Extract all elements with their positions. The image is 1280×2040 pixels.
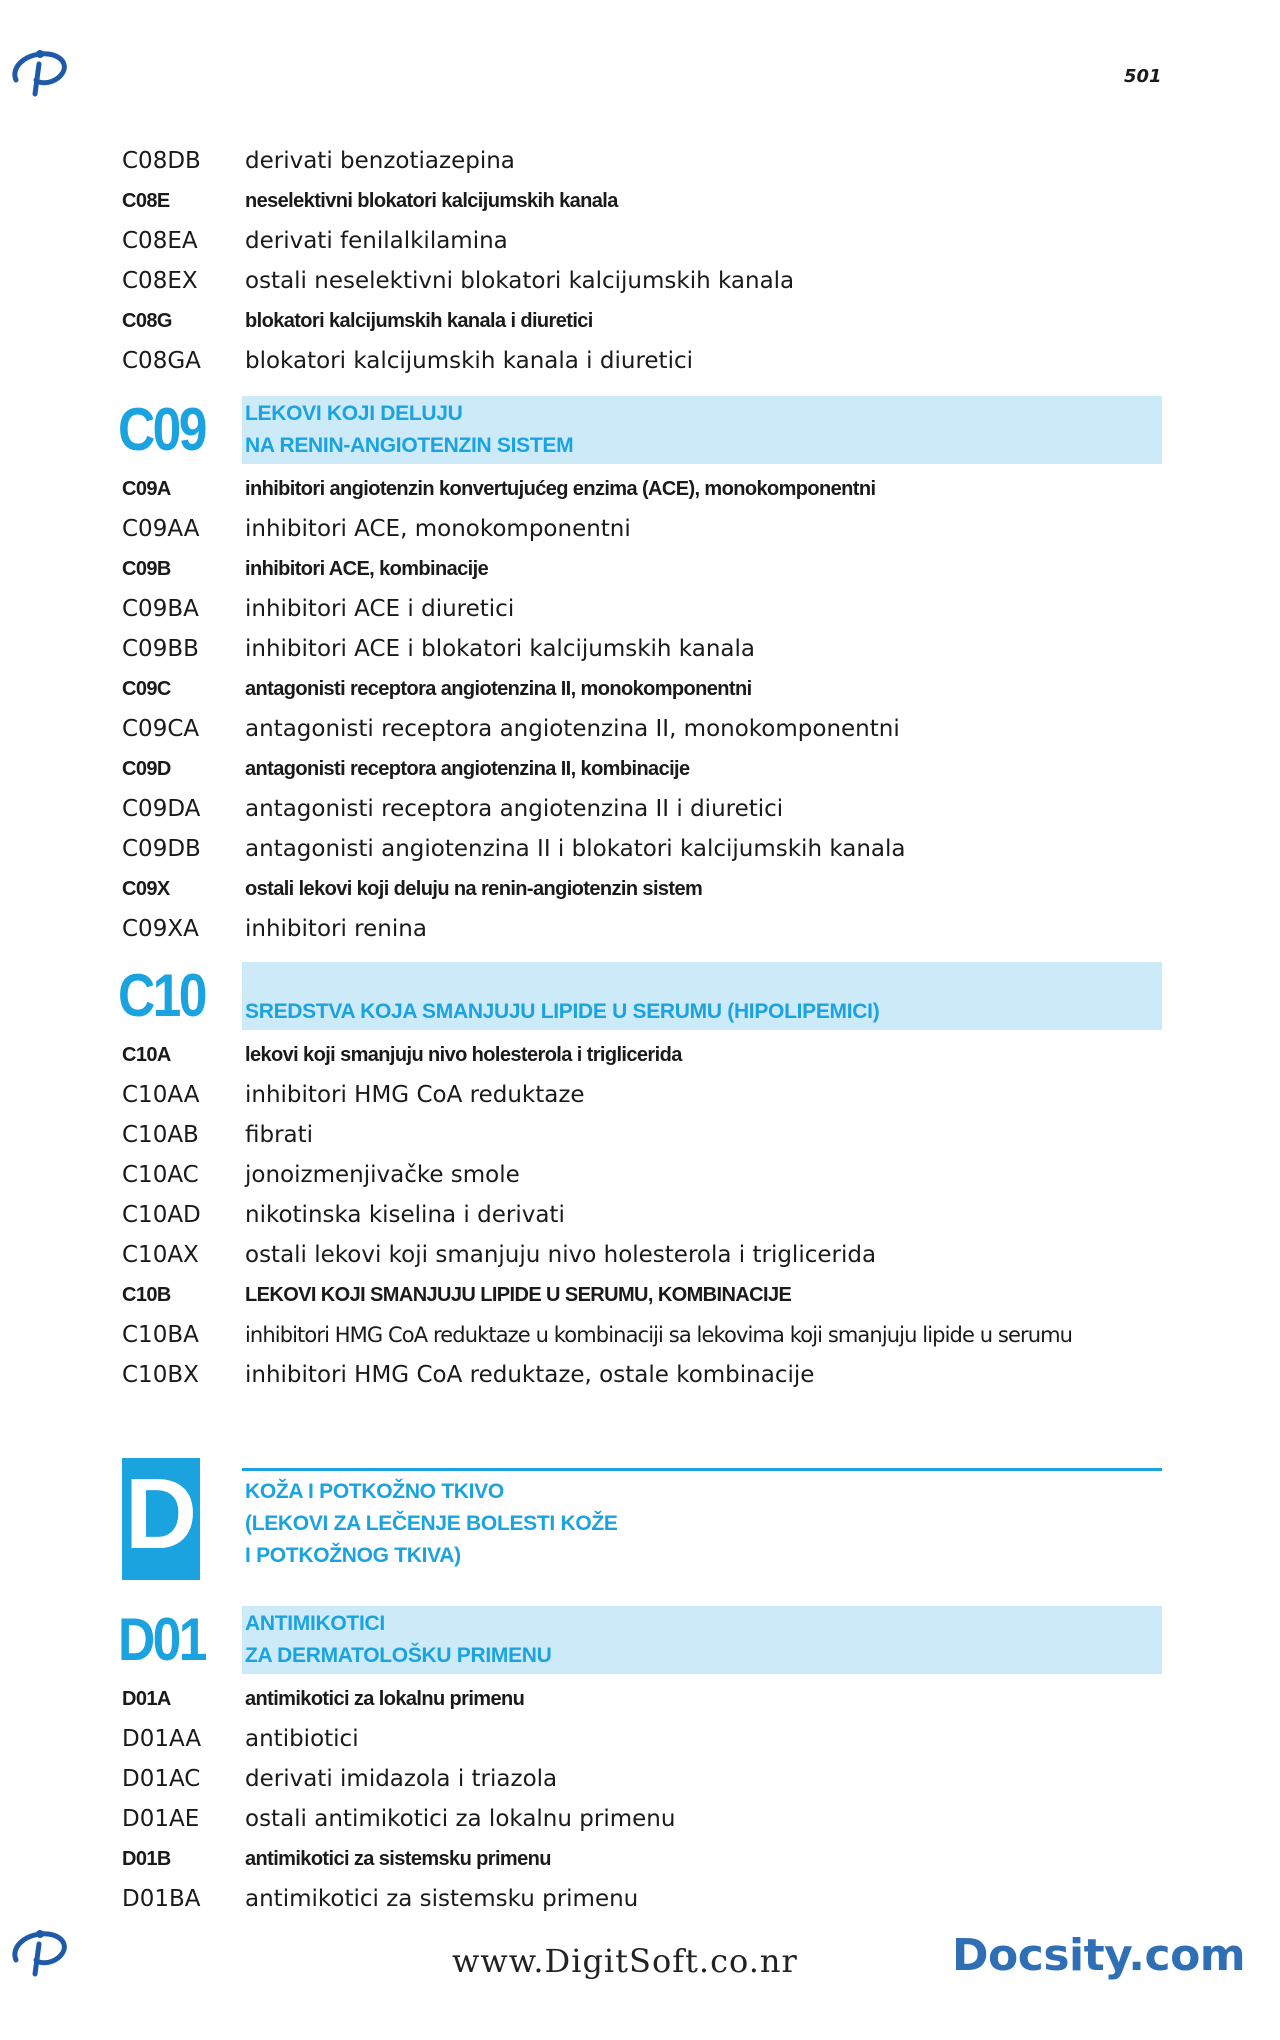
atc-description: antibiotici xyxy=(245,1726,359,1752)
atc-description: inhibitori ACE i diuretici xyxy=(245,596,515,622)
section-title-line: ANTIMIKOTICI xyxy=(245,1612,385,1635)
atc-code: C10AX xyxy=(122,1242,199,1268)
atc-code: D01AC xyxy=(122,1766,201,1792)
atc-description: derivati fenilalkilamina xyxy=(245,228,508,254)
atc-code: C10AB xyxy=(122,1122,199,1148)
atc-description: antagonisti receptora angiotenzina II i diuretici xyxy=(245,796,784,822)
section-code: C10 xyxy=(118,962,205,1029)
atc-row xyxy=(0,710,1280,750)
atc-code: C09A xyxy=(122,478,171,500)
atc-row xyxy=(0,550,1280,590)
atc-description: antagonisti angiotenzina II i blokatori kalcijumskih kanala xyxy=(245,836,906,862)
atc-description: inhibitori HMG CoA reduktaze xyxy=(245,1082,585,1108)
chapter-title-line: I POTKOŽNOG TKIVA) xyxy=(245,1544,461,1567)
atc-description: inhibitori ACE i blokatori kalcijumskih kanala xyxy=(245,636,755,662)
atc-row xyxy=(0,1880,1280,1920)
atc-code: C08EX xyxy=(122,268,198,294)
atc-row xyxy=(0,910,1280,950)
atc-description: derivati benzotiazepina xyxy=(245,148,515,174)
atc-row xyxy=(0,510,1280,550)
chapter-letter-box xyxy=(122,1458,200,1580)
atc-row xyxy=(0,1276,1280,1316)
atc-row xyxy=(0,1356,1280,1396)
atc-row xyxy=(0,830,1280,870)
atc-code: C10A xyxy=(122,1044,171,1066)
atc-code: C09DB xyxy=(122,836,201,862)
atc-row xyxy=(0,342,1280,382)
atc-code: C09DA xyxy=(122,796,201,822)
atc-description: ostali lekovi koji smanjuju nivo holesterola i triglicerida xyxy=(245,1242,877,1268)
atc-code: C08EA xyxy=(122,228,198,254)
atc-row xyxy=(0,1800,1280,1840)
atc-code: C09B xyxy=(122,558,171,580)
atc-code: C10AD xyxy=(122,1202,201,1228)
atc-description: nikotinska kiselina i derivati xyxy=(245,1202,565,1228)
chapter-heading-d xyxy=(0,1458,1280,1588)
atc-row xyxy=(0,1316,1280,1356)
atc-description: antimikotici za sistemsku primenu xyxy=(245,1848,551,1870)
atc-code: C09CA xyxy=(122,716,200,742)
atc-description: antagonisti receptora angiotenzina II, kombinacije xyxy=(245,758,690,780)
chapter-title-line: (LEKOVI ZA LEČENJE BOLESTI KOŽE xyxy=(245,1512,618,1535)
atc-description: antagonisti receptora angiotenzina II, monokomponentni xyxy=(245,678,752,700)
atc-description: blokatori kalcijumskih kanala i diuretici xyxy=(245,348,693,374)
atc-description: inhibitori ACE, kombinacije xyxy=(245,558,489,580)
atc-description: inhibitori HMG CoA reduktaze, ostale kombinacije xyxy=(245,1362,815,1388)
atc-row xyxy=(0,630,1280,670)
publisher-logo-icon xyxy=(6,1924,76,1978)
atc-description: lekovi koji smanjuju nivo holesterola i triglicerida xyxy=(245,1044,682,1066)
atc-row xyxy=(0,142,1280,182)
atc-description: ostali antimikotici za lokalnu primenu xyxy=(245,1806,676,1832)
atc-row xyxy=(0,1840,1280,1880)
atc-code: D01AE xyxy=(122,1806,200,1832)
atc-description: inhibitori angiotenzin konvertujućeg enzima (ACE), monokomponentni xyxy=(245,478,876,500)
atc-row xyxy=(0,1076,1280,1116)
atc-code: C09BB xyxy=(122,636,199,662)
atc-row xyxy=(0,670,1280,710)
chapter-title-line: KOŽA I POTKOŽNO TKIVO xyxy=(245,1480,504,1503)
atc-code: C09D xyxy=(122,758,171,780)
atc-code: C10B xyxy=(122,1284,171,1306)
atc-row xyxy=(0,470,1280,510)
atc-code: C09X xyxy=(122,878,170,900)
section-title-line: NA RENIN-ANGIOTENZIN SISTEM xyxy=(245,434,574,457)
section-heading-c09 xyxy=(0,396,1280,468)
atc-description: antimikotici za lokalnu primenu xyxy=(245,1688,525,1710)
atc-row xyxy=(0,1720,1280,1760)
atc-row xyxy=(0,1680,1280,1720)
atc-code: D01BA xyxy=(122,1886,201,1912)
atc-row xyxy=(0,222,1280,262)
atc-description: neselektivni blokatori kalcijumskih kanala xyxy=(245,190,618,212)
atc-row xyxy=(0,1196,1280,1236)
atc-code: C10AA xyxy=(122,1082,200,1108)
atc-code: C09C xyxy=(122,678,171,700)
atc-code: D01A xyxy=(122,1688,171,1710)
atc-row xyxy=(0,1036,1280,1076)
publisher-logo-icon xyxy=(6,44,76,98)
atc-description: LEKOVI KOJI SMANJUJU LIPIDE U SERUMU, KOMBINACIJE xyxy=(245,1284,792,1306)
atc-code: C09AA xyxy=(122,516,200,542)
section-title: SREDSTVA KOJA SMANJUJU LIPIDE U SERUMU (HIPOLIPEMICI) xyxy=(245,1000,880,1023)
section-code: C09 xyxy=(118,396,205,463)
atc-description: fibrati xyxy=(245,1122,314,1148)
atc-code: C10BX xyxy=(122,1362,199,1388)
section-title-line: LEKOVI KOJI DELUJU xyxy=(245,402,463,425)
atc-description: inhibitori renina xyxy=(245,916,427,942)
atc-code: C08G xyxy=(122,310,172,332)
atc-row xyxy=(0,750,1280,790)
chapter-letter: D xyxy=(124,1458,198,1570)
atc-code: C08DB xyxy=(122,148,201,174)
atc-row xyxy=(0,1236,1280,1276)
atc-row xyxy=(0,1116,1280,1156)
atc-description: inhibitori HMG CoA reduktaze u kombinaciji sa lekovima koji smanjuju lipide u serumu xyxy=(245,1323,1073,1347)
watermark-url: www.DigitSoft.co.nr xyxy=(452,1942,798,1980)
atc-description: inhibitori ACE, monokomponentni xyxy=(245,516,631,542)
atc-description: blokatori kalcijumskih kanala i diuretici xyxy=(245,310,593,332)
section-title-line: ZA DERMATOLOŠKU PRIMENU xyxy=(245,1644,552,1667)
atc-description: antagonisti receptora angiotenzina II, monokomponentni xyxy=(245,716,900,742)
atc-code: D01AA xyxy=(122,1726,202,1752)
atc-description: ostali lekovi koji deluju na renin-angiotenzin sistem xyxy=(245,878,703,900)
atc-row xyxy=(0,302,1280,342)
atc-description: ostali neselektivni blokatori kalcijumskih kanala xyxy=(245,268,795,294)
atc-row xyxy=(0,790,1280,830)
section-heading-d01 xyxy=(0,1606,1280,1676)
atc-code: C10AC xyxy=(122,1162,199,1188)
atc-code: C09XA xyxy=(122,916,199,942)
section-code: D01 xyxy=(118,1606,205,1673)
atc-code: C09BA xyxy=(122,596,199,622)
atc-code: C08E xyxy=(122,190,170,212)
atc-row xyxy=(0,590,1280,630)
atc-row xyxy=(0,262,1280,302)
section-heading-c10 xyxy=(0,962,1280,1032)
atc-description: derivati imidazola i triazola xyxy=(245,1766,558,1792)
atc-code: C08GA xyxy=(122,348,201,374)
atc-row xyxy=(0,1760,1280,1800)
atc-description: antimikotici za sistemsku primenu xyxy=(245,1886,639,1912)
atc-description: jonoizmenjivačke smole xyxy=(245,1162,520,1188)
atc-row xyxy=(0,1156,1280,1196)
page-number: 501 xyxy=(1124,66,1162,87)
atc-row xyxy=(0,182,1280,222)
atc-code: C10BA xyxy=(122,1322,199,1348)
atc-row xyxy=(0,870,1280,910)
watermark-brand-logo: Docsity.com xyxy=(952,1930,1246,1981)
chapter-rule xyxy=(242,1468,1162,1471)
atc-code: D01B xyxy=(122,1848,171,1870)
